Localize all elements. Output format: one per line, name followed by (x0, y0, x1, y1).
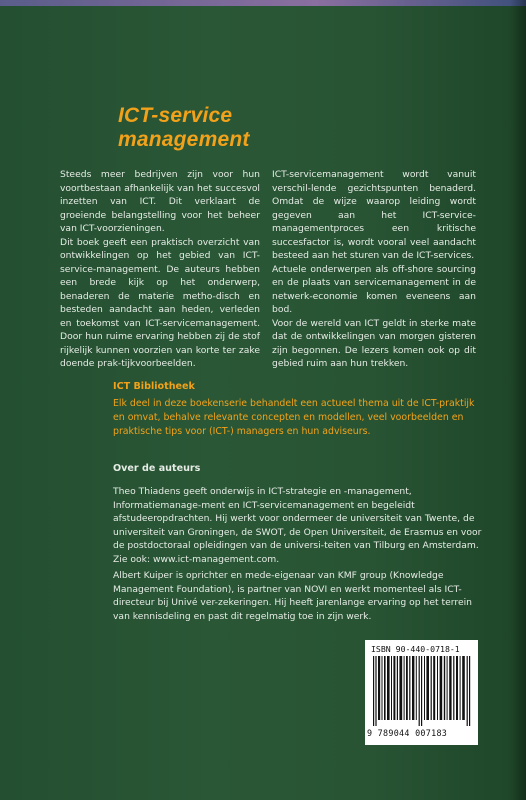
spine-shadow (510, 0, 526, 800)
left-text-column (60, 168, 260, 371)
right-paragraph-1: ICT-servicemanagement wordt vanuit verschil-lende gezichtspunten benaderd. Omdat de wijze waarop leiding wordt gegeven aan het ICT-service-managementproces een kritische succesfactor is, wordt vooral veel aandacht besteed aan het sturen van de ICT-services. (272, 169, 476, 261)
author-paragraph-1: Theo Thiadens geeft onderwijs in ICT-strategie en -management, Informatiemanage-ment en ICT-servicemanagement en begeleidt afstudeeropdrachten. Hij werkt voor ondermeer de universiteit van Twente, de universiteit van Groningen, de SWOT, de Open Universiteit, de Erasmus en voor de postdoctoraal opleidingen van de universi-teiten van Tilburg en Amsterdam. Zie ook: www.ict-management.com. (113, 486, 482, 565)
isbn-text: ISBN 90-440-0718-1 (371, 644, 460, 654)
book-title (118, 104, 378, 152)
barcode-label (365, 640, 478, 745)
right-text-column (272, 168, 476, 371)
bibliotheek-text: Elk deel in deze boekenserie behandelt een actueel thema uit de ICT-praktijk en omvat, behalve relevante concepten en modellen, veel voorbeelden en praktische tips voor (ICT-) managers en hun adviseurs. (113, 398, 475, 437)
author-paragraph-2: Albert Kuiper is oprichter en mede-eigenaar van KMF group (Knowledge Management Foundation), is partner van NOVI en werkt momenteel als ICT-directeur bij Univé ver-zekeringen. Hij heeft jarenlange ervaring op het terrein van kennisdeling en past dit regelmatig toe in zijn werk. (113, 570, 472, 622)
authors-heading: Over de auteurs (113, 463, 201, 474)
top-edge-strip (0, 0, 526, 6)
right-paragraph-2: Actuele onderwerpen als off-shore sourcing en de plaats van servicemanagement in de netwerk-economie komen eveneens aan bod. (272, 263, 476, 315)
bibliotheek-heading: ICT Bibliotheek (113, 381, 195, 392)
ean-number: 9 789044 007183 (367, 728, 448, 738)
left-paragraph-2: Dit boek geeft een praktisch overzicht van ontwikkelingen op het gebied van ICT-service-management. De auteurs hebben een brede kijk op het onderwerp, benaderen de materie metho-disch en besteden aandacht aan heden, verleden en toekomst van ICT-servicemanagement. Door hun ruime ervaring hebben zij de stof rijkelijk kunnen voorzien van korte ter zake doende prak-tijkvoorbeelden. (60, 236, 260, 369)
title-line-2: management (118, 128, 250, 151)
title-line-1: ICT-service (118, 104, 233, 127)
barcode-bars (371, 656, 473, 726)
left-paragraph-1: Steeds meer bedrijven zijn voor hun voortbestaan afhankelijk van het succesvol inzetten van ICT. Dit verklaart de groeiende belangstelling voor het beheer van ICT-voorzieningen. (60, 169, 260, 234)
right-paragraph-3: Voor de wereld van ICT geldt in sterke mate dat de ontwikkelingen van morgen gisteren zijn begonnen. De lezers komen ook op dit gebied ruim aan hun trekken. (272, 317, 476, 369)
